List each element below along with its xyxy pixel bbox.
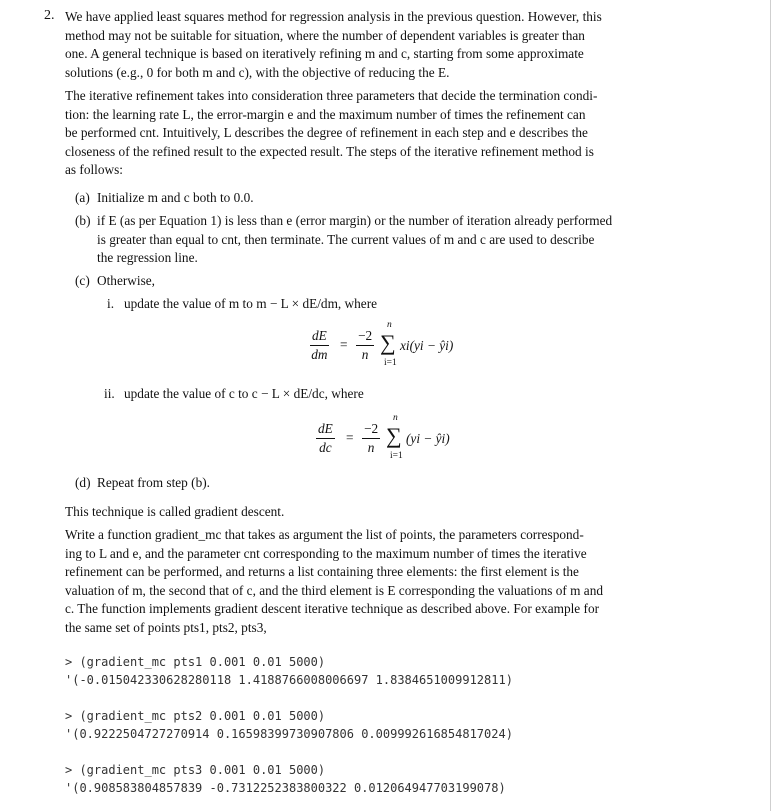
step-a-label: (a) xyxy=(75,190,90,205)
task-line: Write a function gradient_mc that takes as argument the list of points, the parameters correspond- xyxy=(65,527,584,542)
intro-line: solutions (e.g., 0 for both m and c), with the objective of reducing the E. xyxy=(65,64,450,80)
eq1-coef-den: n xyxy=(361,347,369,362)
eq2-lhs-den: dc xyxy=(319,440,332,455)
eq1-lower-limit: i=1 xyxy=(384,358,397,368)
gradient-note: This technique is called gradient descent. xyxy=(65,504,285,519)
task-line: the same set of points pts1, pts2, pts3, xyxy=(65,619,267,635)
step-a-text: Initialize m and c both to 0.0. xyxy=(97,190,254,205)
step-b-line: is greater than equal to cnt, then terminate. The current values of m and c are used to describe xyxy=(97,231,595,247)
example-result: '(0.908583804857839 -0.7312252383800322 0.012064947703199078) xyxy=(65,781,506,795)
step-b-line: the regression line. xyxy=(97,250,198,265)
step-c-i-text: update the value of m to m − L × dE/dm, where xyxy=(124,296,378,311)
step-c-i-label: i. xyxy=(107,296,115,311)
step-d-text: Repeat from step (b). xyxy=(97,475,210,490)
example-call: > (gradient_mc pts1 0.001 0.01 5000) xyxy=(65,655,326,669)
eq1-lhs-den: dm xyxy=(311,347,328,362)
sigma-icon: ∑ xyxy=(386,423,402,448)
step-c-ii-text: update the value of c to c − L × dE/dc, where xyxy=(124,386,364,401)
sigma-icon: ∑ xyxy=(380,330,396,355)
eq2-equals: = xyxy=(346,430,354,445)
intro-line: one. A general technique is based on iteratively refining m and c, starting from some approximate xyxy=(65,46,584,61)
eq2-upper-limit: n xyxy=(393,413,398,423)
step-c-text: Otherwise, xyxy=(97,273,155,288)
step-c-label: (c) xyxy=(75,273,90,288)
eq2-coef-den: n xyxy=(367,440,375,455)
step-b-label: (b) xyxy=(75,213,91,228)
intro-line: method may not be suitable for situation, where the number of dependent variables is greater than xyxy=(65,27,585,43)
eq2-body: (yi − ŷi) xyxy=(406,431,450,446)
example-result: '(-0.015042330628280118 1.4188766008006697 1.8384651009912811) xyxy=(65,673,513,687)
task-line: valuation of m, the second that of c, and the third element is E corresponding the valuations of m and xyxy=(65,582,604,598)
step-b-line: if E (as per Equation 1) is less than e (error margin) or the number of iteration already performed xyxy=(97,213,613,228)
params-line: closeness of the refined result to the expected result. The steps of the iterative refinement method is xyxy=(65,143,594,159)
eq2-lhs-num: dE xyxy=(316,420,335,439)
eq1-upper-limit: n xyxy=(387,320,392,330)
intro-line: We have applied least squares method for regression analysis in the previous question. However, this xyxy=(65,9,602,24)
example-result: '(0.9222504727270914 0.16598399730907806 0.009992616854817024) xyxy=(65,727,513,741)
eq1-equals: = xyxy=(340,337,348,352)
eq2-lower-limit: i=1 xyxy=(390,451,403,461)
example-call: > (gradient_mc pts2 0.001 0.01 5000) xyxy=(65,709,326,723)
params-line: as follows: xyxy=(65,162,123,177)
params-line: tion: the learning rate L, the error-margin e and the maximum number of times the refinement can xyxy=(65,106,586,122)
eq1-body: xi(yi − ŷi) xyxy=(400,338,454,353)
params-line: The iterative refinement takes into consideration three parameters that decide the termination condi- xyxy=(65,88,598,103)
question-number: 2. xyxy=(44,8,55,23)
params-line: be performed cnt. Intuitively, L describes the degree of refinement in each step and e describes the xyxy=(65,125,588,140)
eq2-coef-num: −2 xyxy=(362,420,380,439)
task-line: refinement can be performed, and returns a list containing three elements: the first element is the xyxy=(65,564,579,579)
example-call: > (gradient_mc pts3 0.001 0.01 5000) xyxy=(65,763,326,777)
step-c-ii-label: ii. xyxy=(104,386,115,401)
task-line: ing to L and e, and the parameter cnt corresponding to the maximum number of times the iterative xyxy=(65,545,587,561)
eq1-coef-num: −2 xyxy=(356,327,374,346)
task-line: c. The function implements gradient descent iterative technique as described above. For example for xyxy=(65,601,600,616)
step-d-label: (d) xyxy=(75,475,91,490)
eq1-lhs-num: dE xyxy=(310,327,329,346)
